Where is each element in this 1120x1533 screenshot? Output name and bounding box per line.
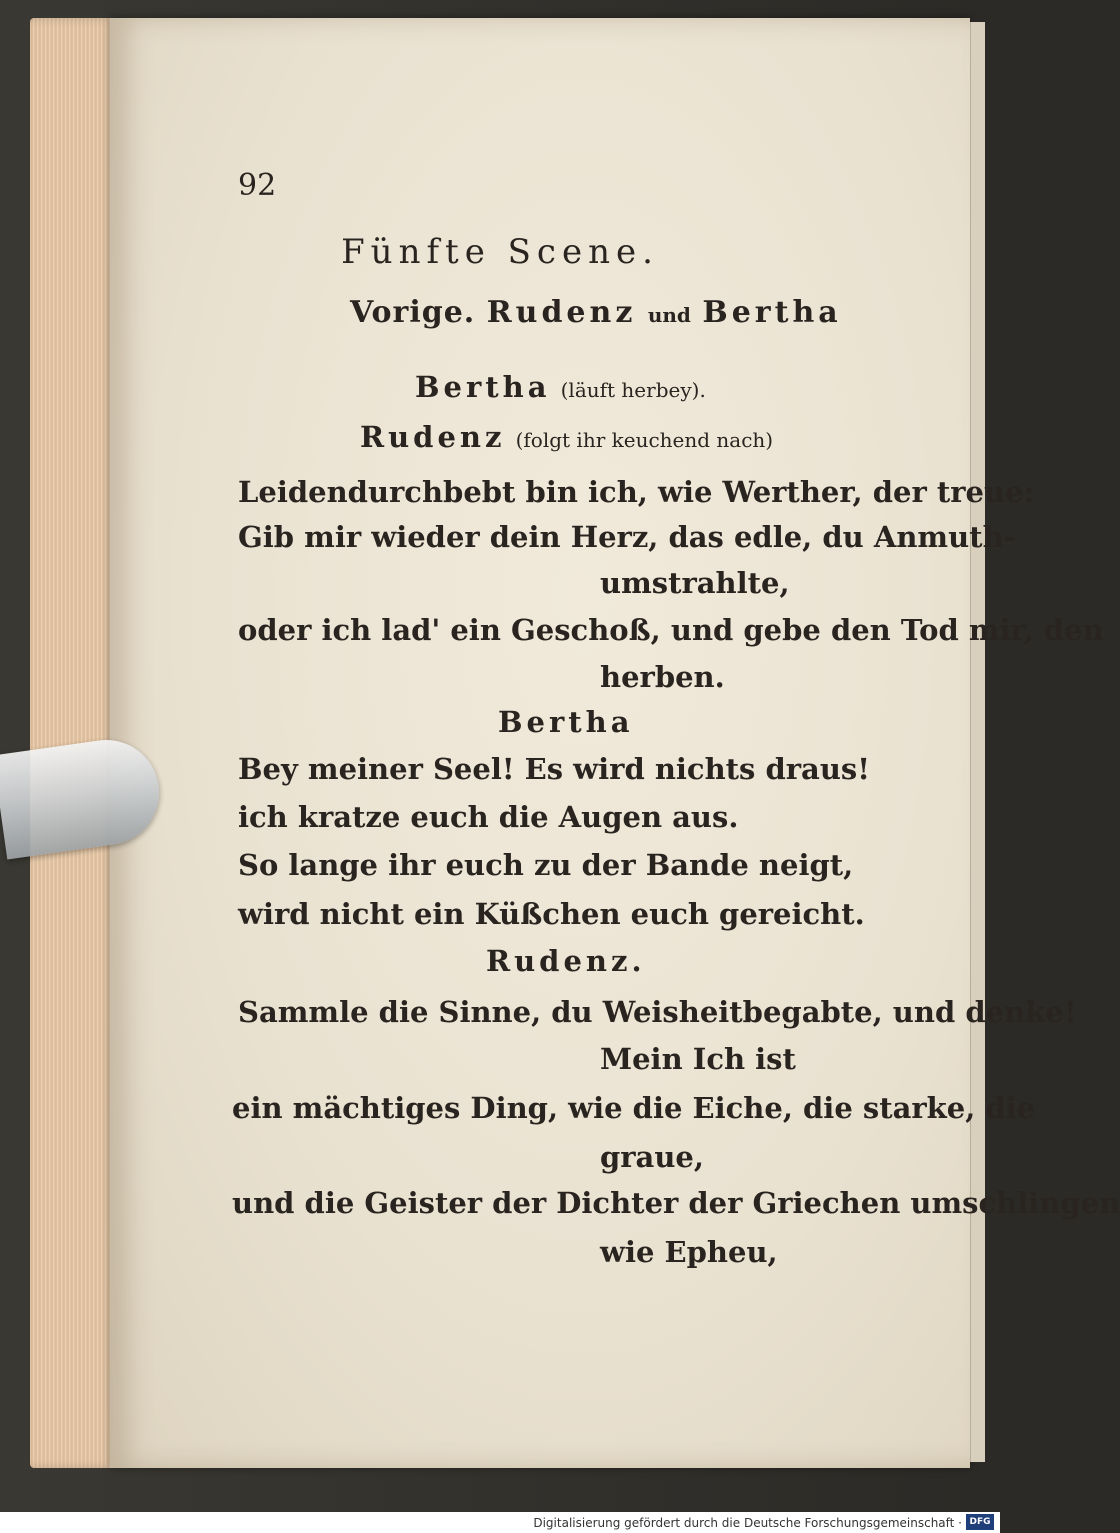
speaker-name: Rudenz xyxy=(360,420,506,454)
rudenz-line: graue, xyxy=(600,1140,704,1174)
rudenz-line: ein mächtiges Ding, wie die Eiche, die starke, die xyxy=(232,1091,1036,1125)
bertha-line: ich kratze euch die Augen aus. xyxy=(238,800,739,834)
stage-direction: (läuft herbey). xyxy=(560,378,706,402)
bertha-line: wird nicht ein Küßchen euch gereicht. xyxy=(238,897,865,931)
verse-line: Leidendurchbebt bin ich, wie Werther, der treue: xyxy=(238,475,1035,509)
verse-line: Gib mir wieder dein Herz, das edle, du Anmuth- xyxy=(238,520,1016,554)
rudenz-line: Mein Ich ist xyxy=(600,1042,796,1076)
stage-bertha xyxy=(415,370,706,404)
characters-line xyxy=(350,295,842,330)
stage-rudenz xyxy=(360,420,773,454)
verse-line: oder ich lad' ein Geschoß, und gebe den Tod mir, den xyxy=(238,613,1104,647)
scene-title: Fünfte Scene. xyxy=(341,232,659,272)
verse-line: umstrahlte, xyxy=(600,566,790,600)
speaker-rudenz: Rudenz. xyxy=(486,944,646,978)
stage-direction: (folgt ihr keuchend nach) xyxy=(515,428,774,452)
footer-credit: Digitalisierung gefördert durch die Deutsche Forschungsgemeinschaft · xyxy=(533,1516,962,1530)
rudenz-line: und die Geister der Dichter der Griechen umschlingen xyxy=(232,1186,1120,1220)
characters-part1: Vorige. xyxy=(350,295,476,330)
dfg-logo-icon: DFG xyxy=(966,1514,994,1530)
bertha-line: So lange ihr euch zu der Bande neigt, xyxy=(238,848,854,882)
page-number: 92 xyxy=(238,168,277,203)
characters-name2: Bertha xyxy=(702,295,842,330)
characters-connector: und xyxy=(647,303,691,327)
verse-line: herben. xyxy=(600,660,725,694)
rudenz-line: Sammle die Sinne, du Weisheitbegabte, und denke! xyxy=(238,995,1077,1029)
speaker-bertha: Bertha xyxy=(498,705,634,739)
characters-name1: Rudenz xyxy=(486,295,637,330)
rudenz-line: wie Epheu, xyxy=(600,1235,778,1269)
speaker-name: Bertha xyxy=(415,370,551,404)
bertha-line: Bey meiner Seel! Es wird nichts draus! xyxy=(238,752,870,786)
